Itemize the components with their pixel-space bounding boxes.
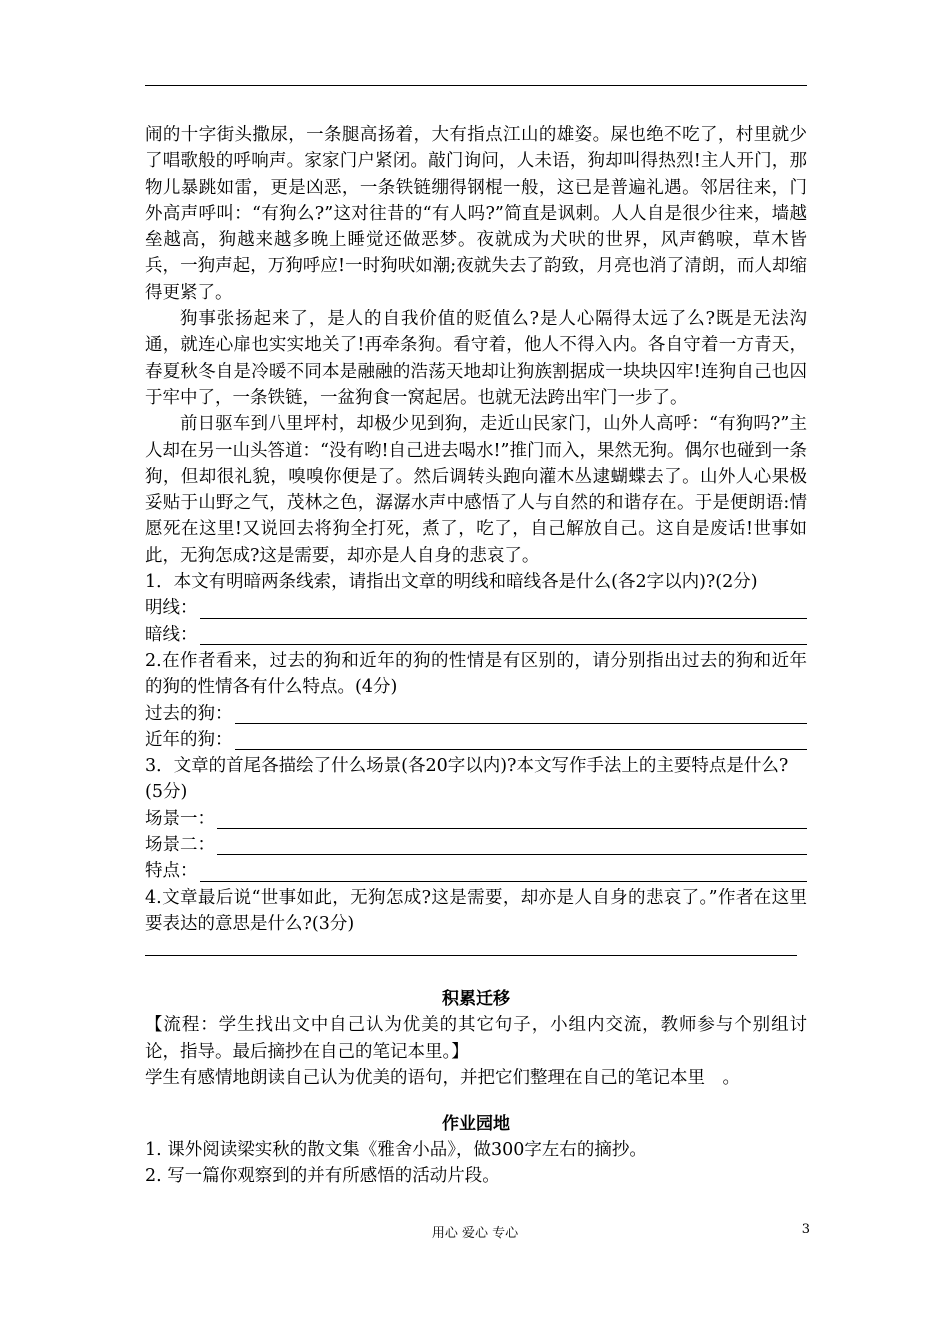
answer-label: 明线：: [145, 598, 198, 619]
answer-blank[interactable]: [235, 723, 808, 724]
answer-label: 过去的狗：: [145, 703, 233, 724]
header-rule: [145, 85, 807, 86]
question-3-score: (5分): [145, 782, 188, 803]
answer-label: 场景二：: [145, 835, 215, 856]
answer-row-anxian: [145, 622, 807, 648]
question-1: 1．本文有明暗两条线索，请指出文章的明线和暗线各是什么(各2字以内)?(2分): [145, 572, 758, 593]
passage-paragraph-1: 闹的十字街头撒尿，一条腿高扬着，大有指点江山的雄姿。屎也绝不吃了，村里就少了唱歌般的呼响声。家家门户紧闭。敲门询问，人未语，狗却叫得热烈!主人开门，那物儿暴跳如雷，更是凶恶，一条铁链绷得钢棍一般，这已是普遍礼遇。邻居往来，门外高声呼叫：“有狗么?”这对往昔的“有人吗?”简直是讽刺。人人自是很少往来，墙越垒越高，狗越来越多晚上睡觉还做恶梦。夜就成为犬吠的世界，风声鹤唳，草木皆兵，一狗声起，万狗呼应!一时狗吠如潮;夜就失去了韵致，月亮也消了清朗，而人却缩得更紧了。: [145, 125, 807, 303]
answer-blank[interactable]: [200, 618, 808, 619]
section-flow-text: 【流程：学生找出文中自己认为优美的其它句子，小组内交流，教师参与个别组讨论，指导。最后摘抄在自己的笔记本里。】: [145, 1015, 807, 1062]
section-title-homework: 作业园地: [442, 1114, 510, 1135]
answer-row-scene-1: [145, 806, 807, 832]
question-4: 4.文章最后说“世事如此，无狗怎成?这是需要，却亦是人自身的悲哀了。”作者在这里要表达的意思是什么?(3分): [145, 887, 807, 934]
page-number: 3: [801, 1222, 810, 1237]
section-title-accumulation: 积累迁移: [442, 989, 510, 1010]
answer-blank[interactable]: [217, 854, 807, 855]
passage-paragraph-3: 前日驱车到八里坪村，却极少见到狗，走近山民家门，山外人高呼：“有狗吗?”主人却在另一山头答道：“没有哟!自己进去喝水!”推门而入，果然无狗。偶尔也碰到一条狗，但却很礼貌，嗅嗅你便是了。然后调转头跑向灌木丛逮蝴蝶去了。山外人心果极妥贴于山野之气，茂林之色，潺潺水声中感悟了人与自然的和谐存在。于是便朗语:情愿死在这里!又说回去将狗全打死，煮了，吃了，自己解放自己。这自是废话!世事如此，无狗怎成?这是需要，却亦是人自身的悲哀了。: [145, 414, 807, 566]
answer-label: 特点：: [145, 861, 198, 882]
footer-motto: 用心 爱心 专心: [431, 1226, 519, 1241]
content-area: [145, 122, 807, 1190]
answer-row-scene-2: [145, 832, 807, 858]
question-3: 3．文章的首尾各描绘了什么场景(各20字以内)?本文写作手法上的主要特点是什么?: [145, 756, 789, 777]
answer-label: 暗线：: [145, 624, 198, 645]
answer-label: 场景一：: [145, 808, 215, 829]
answer-row-past-dog: [145, 701, 807, 727]
homework-item-1: 1. 课外阅读梁实秋的散文集《雅舍小品》，做300字左右的摘抄。: [145, 1140, 647, 1161]
section-body-text: 学生有感情地朗读自己认为优美的语句，并把它们整理在自己的笔记本里 。: [145, 1067, 740, 1088]
homework-item-2: 2. 写一篇你观察到的并有所感悟的活动片段。: [145, 1166, 500, 1187]
answer-blank[interactable]: [200, 644, 808, 645]
answer-label: 近年的狗：: [145, 729, 233, 750]
passage-paragraph-2: 狗事张扬起来了，是人的自我价值的贬值么?是人心隔得太远了么?既是无法沟通，就连心扉也实实地关了!再牵条狗。看守着，他人不得入内。各自守着一方青天，春夏秋冬自是冷暖不同本是融融的浩荡天地却让狗族割据成一块块囚牢!连狗自己也囚于牢中了，一条铁链，一盆狗食一窝起居。也就无法跨出牢门一步了。: [145, 309, 807, 408]
answer-row-recent-dog: [145, 727, 807, 753]
answer-row-mingxian: [145, 595, 807, 621]
answer-blank-q4[interactable]: [145, 937, 797, 956]
answer-blank[interactable]: [235, 749, 808, 750]
question-2: 2.在作者看来，过去的狗和近年的狗的性情是有区别的，请分别指出过去的狗和近年的狗的性情各有什么特点。(4分): [145, 650, 807, 698]
answer-row-feature: [145, 858, 807, 884]
answer-blank[interactable]: [217, 828, 807, 829]
answer-blank[interactable]: [200, 881, 808, 882]
